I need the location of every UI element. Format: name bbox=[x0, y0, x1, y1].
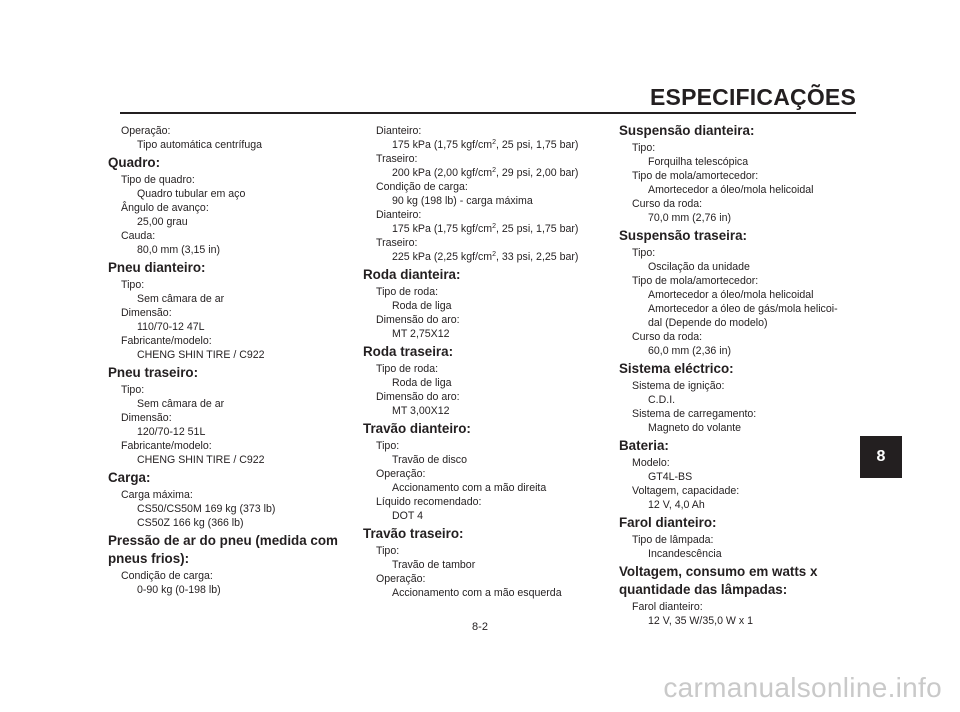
spec-value: Travão de tambor bbox=[392, 559, 476, 571]
spec-value bbox=[362, 222, 610, 236]
superscript: 2 bbox=[492, 223, 497, 230]
spec-label: Tipo: bbox=[376, 545, 400, 557]
spec-value: Accionamento com a mão esquerda bbox=[392, 587, 562, 599]
spec-value: Quadro tubular em aço bbox=[137, 188, 246, 200]
spec-label: Curso da roda: bbox=[632, 198, 703, 210]
spec-value: C.D.I. bbox=[648, 394, 676, 406]
spec-value: 60,0 mm (2,36 in) bbox=[648, 345, 732, 357]
spec-value: MT 3,00X12 bbox=[392, 405, 450, 417]
spec-value: MT 2,75X12 bbox=[392, 328, 450, 340]
spec-value: Tipo automática centrífuga bbox=[137, 139, 263, 151]
superscript: 2 bbox=[492, 251, 497, 258]
spec-value: CHENG SHIN TIRE / C922 bbox=[137, 454, 265, 466]
column-1 bbox=[107, 122, 347, 597]
page-header bbox=[120, 84, 856, 114]
spec-value: 12 V, 4,0 Ah bbox=[648, 499, 705, 511]
spec-label: Dianteiro: bbox=[376, 125, 422, 137]
spec-value: 0-90 kg (0-198 lb) bbox=[137, 584, 221, 596]
value-text: , 33 psi, 2,25 bar) bbox=[496, 251, 579, 263]
section-heading-suspensao-dianteira: Suspensão dianteira: bbox=[619, 123, 755, 138]
spec-label: Operação: bbox=[376, 573, 426, 585]
spec-label: Traseiro: bbox=[376, 153, 418, 165]
spec-value: CS50Z 166 kg (366 lb) bbox=[137, 517, 244, 529]
superscript: 2 bbox=[492, 167, 497, 174]
column-2 bbox=[362, 122, 610, 600]
page-number: 8-2 bbox=[472, 621, 488, 633]
section-heading-bateria: Bateria: bbox=[619, 438, 669, 453]
section-heading-roda-traseira: Roda traseira: bbox=[363, 344, 454, 359]
spec-label: Condição de carga: bbox=[376, 181, 468, 193]
spec-label: Tipo de mola/amortecedor: bbox=[632, 275, 759, 287]
spec-value: Oscilação da unidade bbox=[648, 261, 750, 273]
section-heading-travao-dianteiro: Travão dianteiro: bbox=[363, 421, 471, 436]
spec-label: Ângulo de avanço: bbox=[121, 202, 209, 214]
spec-value: Magneto do volante bbox=[648, 422, 742, 434]
section-heading-pressao: Pressão de ar do pneu (medida com bbox=[108, 533, 338, 548]
spec-label: Cauda: bbox=[121, 230, 156, 242]
spec-value: 90 kg (198 lb) - carga máxima bbox=[392, 195, 533, 207]
spec-label: Tipo de quadro: bbox=[121, 174, 195, 186]
spec-value: 80,0 mm (3,15 in) bbox=[137, 244, 221, 256]
spec-value: Travão de disco bbox=[392, 454, 467, 466]
spec-value: GT4L-BS bbox=[648, 471, 693, 483]
spec-label: Tipo: bbox=[121, 279, 145, 291]
spec-label: Tipo de lâmpada: bbox=[632, 534, 714, 546]
spec-label: Fabricante/modelo: bbox=[121, 335, 212, 347]
column-3 bbox=[618, 122, 868, 628]
value-text: , 25 psi, 1,75 bar) bbox=[496, 139, 579, 151]
section-heading-travao-traseiro: Travão traseiro: bbox=[363, 526, 464, 541]
spec-label: Tipo de roda: bbox=[376, 286, 439, 298]
spec-value: 25,00 grau bbox=[137, 216, 188, 228]
section-heading-suspensao-traseira: Suspensão traseira: bbox=[619, 228, 748, 243]
spec-label: Sistema de ignição: bbox=[632, 380, 725, 392]
spec-label: Operação: bbox=[121, 125, 171, 137]
spec-value bbox=[362, 250, 610, 264]
spec-label: Voltagem, capacidade: bbox=[632, 485, 740, 497]
section-heading-carga: Carga: bbox=[108, 470, 151, 485]
spec-label: Curso da roda: bbox=[632, 331, 703, 343]
spec-value: Amortecedor a óleo de gás/mola helicoi- bbox=[648, 303, 838, 315]
spec-label: Tipo: bbox=[376, 440, 400, 452]
spec-value bbox=[362, 138, 610, 152]
header-rule bbox=[120, 112, 856, 114]
spec-label: Operação: bbox=[376, 468, 426, 480]
value-text: , 25 psi, 1,75 bar) bbox=[496, 223, 579, 235]
spec-label: Traseiro: bbox=[376, 237, 418, 249]
value-text: 225 kPa (2,25 kgf/cm bbox=[392, 251, 493, 263]
spec-label: Tipo: bbox=[632, 247, 656, 259]
section-heading-pneu-traseiro: Pneu traseiro: bbox=[108, 365, 199, 380]
spec-value: Amortecedor a óleo/mola helicoidal bbox=[648, 184, 814, 196]
spec-label: Dimensão: bbox=[121, 307, 172, 319]
spec-value: Forquilha telescópica bbox=[648, 156, 749, 168]
section-heading-voltagem-lampadas-cont: quantidade das lâmpadas: bbox=[619, 582, 788, 597]
superscript: 2 bbox=[492, 139, 497, 146]
spec-label: Dimensão do aro: bbox=[376, 314, 460, 326]
spec-value: 12 V, 35 W/35,0 W x 1 bbox=[648, 615, 754, 627]
spec-label: Tipo: bbox=[121, 384, 145, 396]
spec-label: Condição de carga: bbox=[121, 570, 213, 582]
section-heading-roda-dianteira: Roda dianteira: bbox=[363, 267, 461, 282]
value-text: 175 kPa (1,75 kgf/cm bbox=[392, 223, 493, 235]
spec-value: Amortecedor a óleo/mola helicoidal bbox=[648, 289, 814, 301]
spec-label: Carga máxima: bbox=[121, 489, 193, 501]
spec-label: Líquido recomendado: bbox=[376, 496, 482, 508]
spec-value: DOT 4 bbox=[392, 510, 424, 522]
value-text: 200 kPa (2,00 kgf/cm bbox=[392, 167, 493, 179]
spec-value: 110/70-12 47L bbox=[137, 321, 205, 333]
spec-label: Tipo: bbox=[632, 142, 656, 154]
spec-label: Dimensão do aro: bbox=[376, 391, 460, 403]
spec-label: Sistema de carregamento: bbox=[632, 408, 757, 420]
section-heading-pneu-dianteiro: Pneu dianteiro: bbox=[108, 260, 206, 275]
spec-value: 120/70-12 51L bbox=[137, 426, 206, 438]
spec-label: Dianteiro: bbox=[376, 209, 422, 221]
chapter-tab[interactable]: 8 bbox=[860, 436, 902, 478]
page-title: ESPECIFICAÇÕES bbox=[649, 84, 856, 110]
spec-value: Roda de liga bbox=[392, 377, 452, 389]
spec-label: Modelo: bbox=[632, 457, 670, 469]
spec-label: Dimensão: bbox=[121, 412, 172, 424]
section-heading-quadro: Quadro: bbox=[108, 155, 161, 170]
spec-label: Tipo de roda: bbox=[376, 363, 439, 375]
spec-label: Tipo de mola/amortecedor: bbox=[632, 170, 759, 182]
spec-value: 70,0 mm (2,76 in) bbox=[648, 212, 732, 224]
spec-label: Farol dianteiro: bbox=[632, 601, 703, 613]
spec-value: Incandescência bbox=[648, 548, 722, 560]
value-text: , 29 psi, 2,00 bar) bbox=[496, 167, 579, 179]
watermark: carmanualsonline.info bbox=[663, 672, 942, 703]
spec-value: Sem câmara de ar bbox=[137, 293, 225, 305]
section-heading-sistema-electrico: Sistema eléctrico: bbox=[619, 361, 734, 376]
section-heading-pressao-cont: pneus frios): bbox=[108, 551, 190, 566]
spec-value: dal (Depende do modelo) bbox=[648, 317, 768, 329]
spec-value: CS50/CS50M 169 kg (373 lb) bbox=[137, 503, 276, 515]
spec-value bbox=[362, 166, 610, 180]
spec-value: CHENG SHIN TIRE / C922 bbox=[137, 349, 265, 361]
spec-label: Fabricante/modelo: bbox=[121, 440, 212, 452]
section-heading-farol-dianteiro: Farol dianteiro: bbox=[619, 515, 717, 530]
spec-value: Roda de liga bbox=[392, 300, 452, 312]
spec-value: Accionamento com a mão direita bbox=[392, 482, 547, 494]
value-text: 175 kPa (1,75 kgf/cm bbox=[392, 139, 493, 151]
section-heading-voltagem-lampadas: Voltagem, consumo em watts x bbox=[619, 564, 818, 579]
spec-value: Sem câmara de ar bbox=[137, 398, 225, 410]
